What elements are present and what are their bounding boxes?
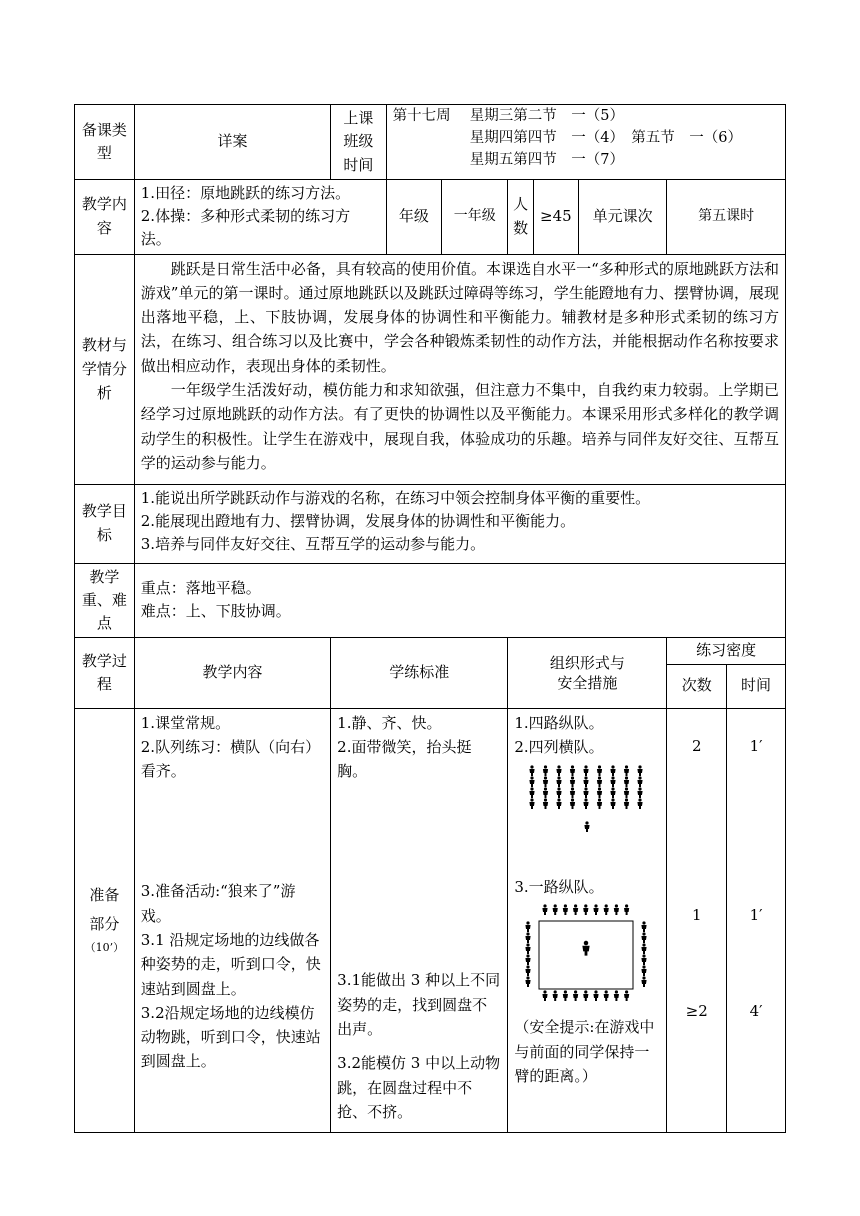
student-figure xyxy=(584,787,589,798)
student-figure xyxy=(614,905,619,916)
student-figure xyxy=(624,765,629,776)
content-item: 3.准备活动:“狼来了”游戏。 xyxy=(140,882,296,925)
student-figure xyxy=(624,905,629,916)
student-figure xyxy=(584,798,589,809)
analysis-paragraph: 跳跃是日常生活中必备，具有较高的使用价值。本课选自水平一“多种形式的原地跳跃方法和游戏”单元的第一课时。通过原地跳跃以及跳跃过障碍等练习，学生能蹬地有力、摆臂协调，展现出落地平稳，上、下肢协调，发展身体的协调性和平衡能力。辅教材是多种形式柔韧的练习方法，在练习、组合练习以及比赛中，学会各种锻炼柔韧性的动作方法，并能根据动作名称按要求做出相应动作，表现出身体的柔韧性。 xyxy=(140,259,779,375)
teaching-content-row xyxy=(75,179,786,254)
student-figure xyxy=(604,905,609,916)
student-figure xyxy=(584,905,589,916)
times-spacer xyxy=(673,758,720,904)
org-item: 1.四路纵队。 xyxy=(514,713,604,732)
org-spacer xyxy=(514,837,660,875)
unit-value: 第五课时 xyxy=(667,179,786,254)
student-figure xyxy=(642,933,647,944)
class-time-label: 上课班级时间 xyxy=(331,105,387,180)
student-figure xyxy=(573,991,578,1002)
time-header: 时间 xyxy=(727,664,786,708)
student-figure xyxy=(543,787,548,798)
content-item: 1.课堂常规。 xyxy=(140,713,231,732)
content-item: 2.体操：多种形式柔韧的练习方法。 xyxy=(140,207,351,249)
goals-list xyxy=(134,484,785,563)
standard-item: 3.2能模仿 3 中以上动物跳，在圆盘过程中不抢、不挤。 xyxy=(337,1054,501,1121)
keypoints-text xyxy=(134,563,785,638)
student-figure xyxy=(526,966,531,977)
student-figure xyxy=(611,798,616,809)
content-item: 3.1 沿规定场地的边线做各种姿势的走，听到口令，快速站到圆盘上。 xyxy=(140,930,321,998)
times-value: 1 xyxy=(691,905,702,924)
standard-item: 2.面带微笑，抬头挺胸。 xyxy=(337,737,472,781)
student-figure xyxy=(594,991,599,1002)
goals-label: 教学目标 xyxy=(75,484,135,563)
key-point: 重点：落地平稳。 xyxy=(140,579,261,598)
org-header-line: 安全措施 xyxy=(557,673,618,692)
student-ring xyxy=(526,905,647,1002)
student-figure xyxy=(642,977,647,988)
prep-type-label: 备课类型 xyxy=(75,105,135,180)
student-figure xyxy=(530,776,535,787)
difficult-point: 难点：上、下肢协调。 xyxy=(140,602,291,621)
analysis-text xyxy=(134,254,785,484)
process-standard-header: 学练标准 xyxy=(331,638,508,708)
prep-section-label-cell xyxy=(75,708,135,1132)
teaching-content-items xyxy=(134,179,386,254)
time-spacer xyxy=(733,711,779,735)
times-spacer xyxy=(673,711,720,735)
times-value: ≥2 xyxy=(685,1002,708,1020)
student-figure xyxy=(585,821,590,832)
density-header: 练习密度 xyxy=(667,638,786,664)
student-figure xyxy=(611,776,616,787)
prep-content-cell xyxy=(134,708,330,1132)
prep-standard-cell xyxy=(331,708,508,1132)
lesson-plan-table xyxy=(74,104,786,1133)
single-file-field-diagram xyxy=(523,903,651,1009)
standard-spacer xyxy=(337,783,501,968)
student-figure xyxy=(642,922,647,933)
keypoints-label: 教学重、难点 xyxy=(75,563,135,638)
analysis-row xyxy=(75,254,786,484)
times-spacer xyxy=(673,927,720,1000)
people-label: 人数 xyxy=(508,179,534,254)
time-value: 4′ xyxy=(749,1002,763,1020)
student-figure xyxy=(642,966,647,977)
student-figure xyxy=(611,765,616,776)
prep-org-cell xyxy=(508,708,667,1132)
prep-type-value: 详案 xyxy=(134,105,330,180)
student-figure xyxy=(530,765,535,776)
four-rank-formation-diagram xyxy=(526,763,648,837)
student-figure xyxy=(583,941,590,956)
student-figure xyxy=(584,991,589,1002)
student-figure xyxy=(624,787,629,798)
student-figure xyxy=(530,798,535,809)
prep-section-row xyxy=(75,708,786,1132)
class-schedule xyxy=(386,105,785,180)
org-item: 3.一路纵队。 xyxy=(514,878,604,897)
student-figure xyxy=(573,905,578,916)
student-figure xyxy=(526,933,531,944)
student-figure xyxy=(557,776,562,787)
student-figure xyxy=(570,787,575,798)
student-figure xyxy=(624,776,629,787)
content-spacer xyxy=(141,783,324,879)
teaching-content-label: 教学内容 xyxy=(75,179,135,254)
student-figure xyxy=(642,944,647,955)
student-figure xyxy=(614,991,619,1002)
student-figure xyxy=(570,798,575,809)
student-figure xyxy=(638,787,643,798)
student-figure xyxy=(597,765,602,776)
student-figure xyxy=(597,798,602,809)
times-header: 次数 xyxy=(667,664,727,708)
student-figure xyxy=(543,776,548,787)
goal-item: 3.培养与同伴友好交往、互帮互学的运动参与能力。 xyxy=(140,535,486,553)
student-figure xyxy=(553,991,558,1002)
student-grid xyxy=(530,765,643,832)
times-value: 2 xyxy=(691,736,702,755)
content-item: 3.2沿规定场地的边线模仿动物跳，听到口令，快速站到圆盘上。 xyxy=(140,1003,321,1071)
safety-note: （安全提示:在游戏中与前面的同学保持一臂的距离。） xyxy=(514,1018,655,1085)
goals-row xyxy=(75,484,786,563)
goal-item: 1.能说出所学跳跃动作与游戏的名称，在练习中领会控制身体平衡的重要性。 xyxy=(140,488,651,507)
student-figure xyxy=(553,905,558,916)
keypoints-row xyxy=(75,563,786,638)
standard-item: 3.1能做出 3 种以上不同姿势的走，找到圆盘不出声。 xyxy=(337,971,501,1038)
schedule-line: 星期四第四节 一（4） 第五节 一（6） xyxy=(392,129,742,146)
schedule-line: 星期五第四节 一（7） xyxy=(392,151,625,168)
student-figure xyxy=(526,955,531,966)
student-figure xyxy=(638,765,643,776)
org-header-line: 组织形式与 xyxy=(549,653,625,672)
student-figure xyxy=(526,977,531,988)
student-figure xyxy=(594,905,599,916)
people-value: ≥45 xyxy=(533,179,578,254)
process-org-header xyxy=(508,638,667,708)
student-figure xyxy=(624,798,629,809)
student-figure xyxy=(526,922,531,933)
student-figure xyxy=(557,787,562,798)
student-figure xyxy=(584,765,589,776)
time-spacer xyxy=(733,758,779,904)
student-figure xyxy=(543,905,548,916)
grade-label: 年级 xyxy=(386,179,442,254)
student-figure xyxy=(604,991,609,1002)
process-label: 教学过程 xyxy=(75,638,135,708)
student-figure xyxy=(563,905,568,916)
prep-section-duration: （10’） xyxy=(84,941,125,955)
student-figure xyxy=(563,991,568,1002)
student-figure xyxy=(611,787,616,798)
header-row xyxy=(75,105,786,180)
student-figure xyxy=(557,798,562,809)
student-figure xyxy=(530,787,535,798)
content-item: 1.田径：原地跳跃的练习方法。 xyxy=(140,183,351,202)
standard-item: 1.静、齐、快。 xyxy=(337,713,442,732)
student-figure xyxy=(570,765,575,776)
student-figure xyxy=(597,776,602,787)
analysis-paragraph: 一年级学生活泼好动，模仿能力和求知欲强，但注意力不集中，自我约束力较弱。上学期已经学习过原地跳跃的动作方法。有了更快的协调性以及平衡能力。本课采用形式多样化的教学调动学生的积极性。让学生在游戏中，展现自我，体验成功的乐趣。培养与同伴友好交往、互帮互学的运动参与能力。 xyxy=(140,380,779,472)
time-value: 1′ xyxy=(749,736,763,755)
prep-section-label: 准备部分 xyxy=(89,886,120,933)
student-figure xyxy=(543,991,548,1002)
time-value: 1′ xyxy=(749,905,763,924)
student-figure xyxy=(543,765,548,776)
unit-label: 单元课次 xyxy=(578,179,667,254)
student-figure xyxy=(597,787,602,798)
time-spacer xyxy=(733,927,779,1000)
student-figure xyxy=(557,765,562,776)
student-figure xyxy=(543,798,548,809)
prep-times-cell xyxy=(667,708,727,1132)
student-figure xyxy=(642,955,647,966)
org-item: 2.四列横队。 xyxy=(514,737,604,756)
goal-item: 2.能展现出蹬地有力、摆臂协调，发展身体的协调性和平衡能力。 xyxy=(140,511,576,530)
student-figure xyxy=(570,776,575,787)
prep-time-cell xyxy=(727,708,786,1132)
student-figure xyxy=(638,798,643,809)
student-figure xyxy=(584,776,589,787)
student-figure xyxy=(526,944,531,955)
analysis-label: 教材与学情分析 xyxy=(75,254,135,484)
schedule-line: 第十七周 星期三第二节 一（5） xyxy=(392,108,625,124)
student-figure xyxy=(624,991,629,1002)
content-item: 2.队列练习：横队（向右）看齐。 xyxy=(140,737,321,781)
process-content-header: 教学内容 xyxy=(134,638,330,708)
grade-value: 一年级 xyxy=(442,179,508,254)
process-header-row xyxy=(75,638,786,664)
student-figure xyxy=(638,776,643,787)
